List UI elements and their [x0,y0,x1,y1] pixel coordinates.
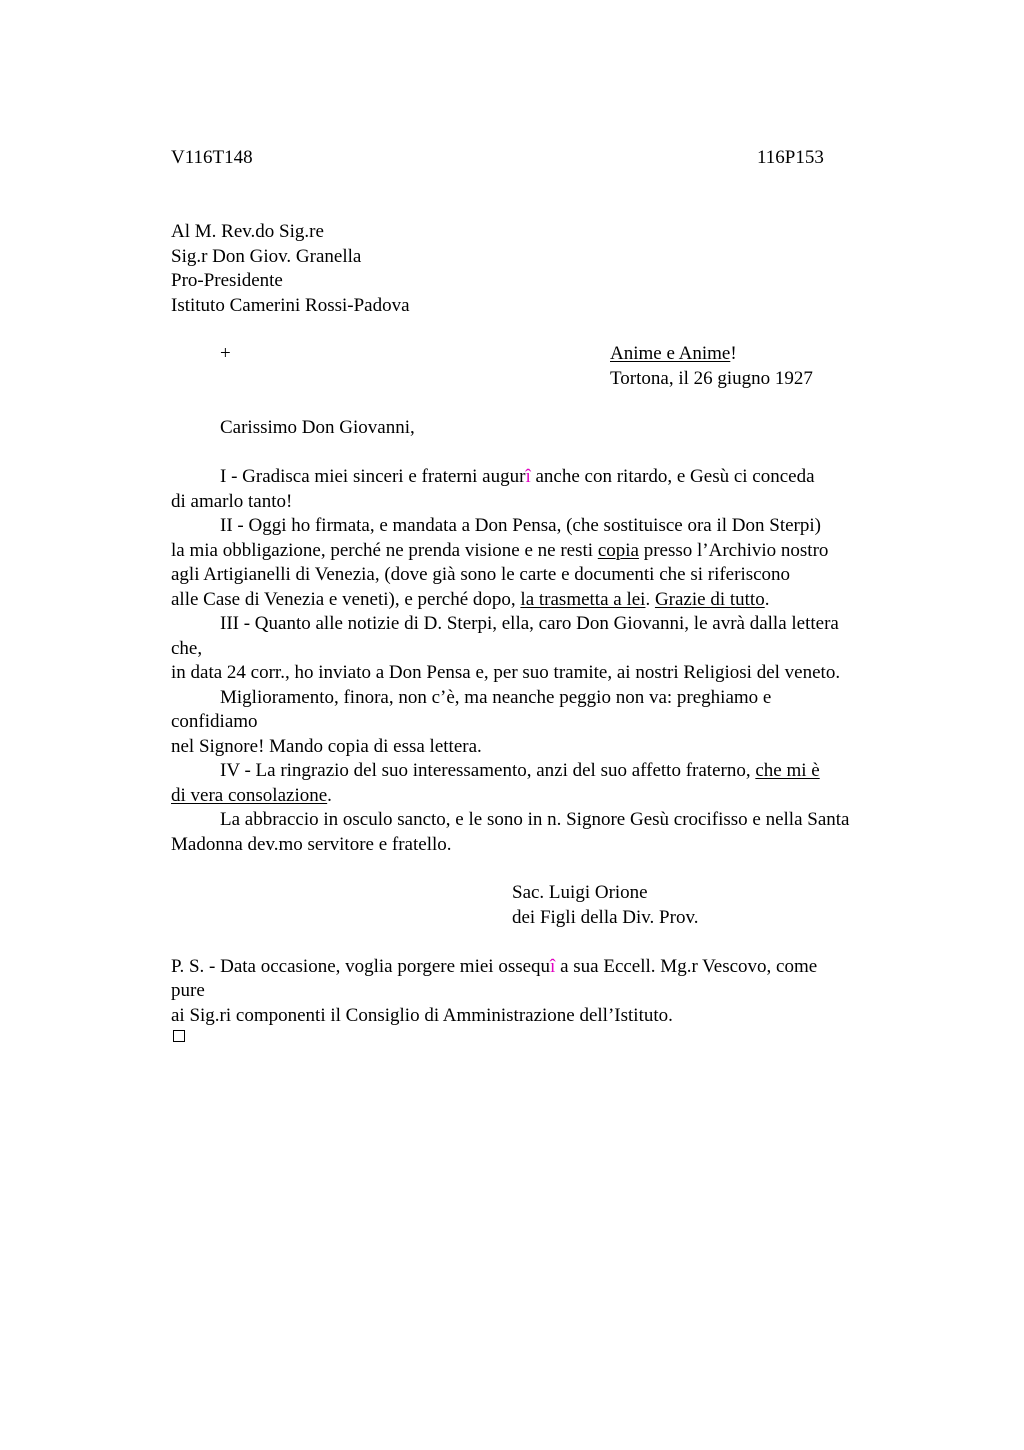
closing-line-1: La abbraccio in osculo sancto, e le sono in n. Signore Gesù crocifisso e nella Santa [220,809,850,830]
signature-order: dei Figli della Div. Prov. [512,906,699,928]
address-line-4: Istituto Camerini Rossi-Padova [171,294,410,316]
address-line-3: Pro-Presidente [171,270,283,291]
salutation: Carissimo Don Giovanni, [220,417,415,438]
document-code-right: 116P153 [757,147,824,168]
motto-text: Anime e Anime [610,343,731,364]
paragraph-2-line-3: agli Artigianelli di Venezia, (dove già sono le carte e documenti che si riferiscono [171,564,791,585]
text-run: la mia obbligazione, perché ne prenda visione e ne resti [171,539,598,561]
place-date: Tortona, il 26 giugno 1927 [610,368,813,389]
underlined-text: di vera consolazione [171,784,328,806]
cross-symbol: + [220,343,231,364]
accent-char: î [550,955,556,977]
underlined-text: che mi è [755,760,820,781]
paragraph-3-line-3: in data 24 corr., ho inviato a Don Pensa e, per suo tramite, ai nostri Religiosi del veneto. [171,662,841,683]
text-run: . [327,784,332,806]
paragraph-3-line-4: Miglioramento, finora, non c’è, ma neanche peggio non va: preghiamo e [220,686,772,708]
end-square-icon [173,1030,185,1042]
document-code-left: V116T148 [171,147,253,168]
motto [610,342,737,367]
text-run: presso l’Archivio nostro [638,539,829,561]
text-run: alle Case di Venezia e veneti), e perché dopo, [171,588,521,610]
paragraph-2-line-1: II - Oggi ho firmata, e mandata a Don Pensa, (che sostituisce ora il Don Sterpi) [220,515,821,536]
paragraph-1-line-1 [220,465,815,490]
underlined-text: copia [597,539,639,561]
underlined-text: Grazie di tutto [654,588,765,610]
paragraph-1-line-2: di amarlo tanto! [171,490,293,512]
paragraph-3-line-5: confidiamo [171,711,258,732]
paragraph-4-line-1 [220,759,820,784]
paragraph-2-line-2 [171,539,828,564]
text-run: I - Gradisca miei sinceri e fraterni augur [220,466,526,487]
paragraph-2-line-4 [171,588,769,613]
postscript-line-3: ai Sig.ri componenti il Consiglio di Amministrazione dell’Istituto. [171,1004,673,1026]
text-run: IV - La ringrazio del suo interessamento, anzi del suo affetto fraterno, [220,760,756,781]
text-run: . [764,588,770,610]
text-run: a sua Eccell. Mg.r Vescovo, come [555,955,818,977]
signature-name: Sac. Luigi Orione [512,882,648,903]
address-line-1: Al M. Rev.do Sig.re [171,221,324,242]
postscript-line-2: pure [171,980,205,1001]
paragraph-3-line-1: III - Quanto alle notizie di D. Sterpi, ella, caro Don Giovanni, le avrà dalla lettera [220,613,839,634]
text-run: anche con ritardo, e Gesù ci conceda [530,466,815,487]
postscript-line-1 [171,955,817,980]
underlined-text: la trasmetta a lei [520,588,646,610]
text-run: P. S. - Data occasione, voglia porgere miei ossequ [171,955,551,977]
closing-line-2: Madonna dev.mo servitore e fratello. [171,833,452,855]
paragraph-3-line-2: che, [171,637,203,659]
accent-char: î [525,466,531,487]
text-run: . [645,588,655,610]
motto-punct: ! [730,343,737,364]
paragraph-3-line-6: nel Signore! Mando copia di essa lettera. [171,735,482,757]
paragraph-4-line-2 [171,784,332,809]
address-line-2: Sig.r Don Giov. Granella [171,245,362,267]
